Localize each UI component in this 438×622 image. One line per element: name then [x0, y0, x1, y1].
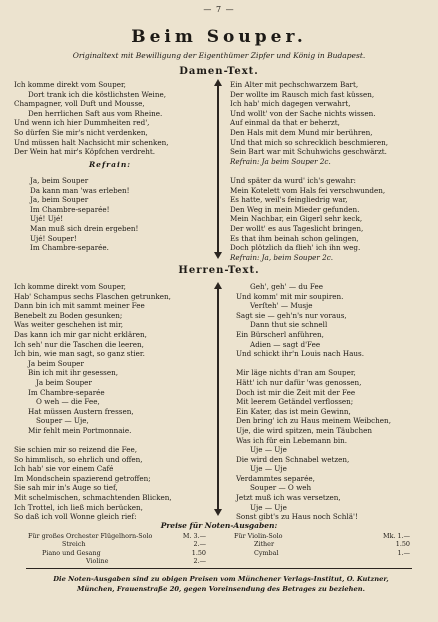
verse-line: Und that mich so schrecklich beschmieren, — [230, 137, 389, 147]
refrain-line: Souper — Uje, — [36, 416, 89, 426]
refrain-line: Hat müssen Austern fressen, — [28, 406, 134, 416]
verse-line: Doch ist mir die Zeit mit der Fee — [236, 387, 356, 397]
verse-line: Und wenn ich hier Dummheiten red', — [14, 118, 150, 128]
refrain-line: Geh', geh' — du Fee — [250, 282, 324, 291]
verse-line: Ich Trottel, ich ließ mich berücken, — [14, 502, 143, 512]
herren-heading: Herren-Text. — [178, 265, 260, 276]
price-row — [28, 532, 206, 540]
refrain-line: Im Chambre-separée! — [30, 204, 110, 214]
damen-left-verse — [14, 80, 169, 157]
price-label: Streich — [62, 540, 86, 549]
verse-line: Im Mondschein spazierend getroffen; — [14, 473, 151, 483]
price-value: 1.50 — [191, 548, 206, 557]
refrain-line: Im Chambre-separée. — [30, 243, 109, 253]
column-divider — [217, 288, 219, 510]
verse-line: Und müssen halt Nachsicht mir schenken, — [14, 137, 169, 147]
verse-line: Was ich für ein Lebemann bin. — [236, 435, 348, 445]
price-row — [234, 549, 410, 557]
refrain-line: Und komm' mit mir soupiren. — [236, 291, 344, 301]
price-row — [234, 540, 410, 548]
damen-right-verse — [230, 80, 388, 262]
price-row — [28, 557, 206, 565]
damen-refrain — [30, 176, 138, 253]
verse-line: Der Wein hat mir's Köpfchen verdreht. — [14, 147, 156, 157]
price-label: Zither — [254, 540, 275, 549]
verse-line: Uje, die wird spitzen, mein Täubchen — [236, 425, 372, 435]
herren-left-verse — [14, 282, 172, 522]
verse-line: Dann bin ich mit sammt meiner Fee — [14, 301, 145, 311]
verse-line: Und wollt' von der Sache nichts wissen. — [230, 108, 376, 118]
verse-line: Benebelt zu Boden gesunken; — [14, 310, 123, 320]
verse-line: Das kann ich mir gar nicht erklären, — [14, 329, 147, 339]
verse-line: Ein Kater, das ist mein Gewinn, — [236, 406, 351, 416]
verse-line: Mein Nachbar, ein Gigerl sehr keck, — [230, 214, 363, 224]
verse-line: Sie sah mir in's Auge so tief, — [14, 483, 118, 493]
refrain-line: Souper — O weh — [250, 483, 312, 493]
verse-line: Den bring' ich zu Haus meinem Weibchen, — [236, 416, 391, 426]
verse-line: Dort trank ich die köstlichsten Weine, — [28, 89, 167, 99]
blank-line — [236, 359, 391, 369]
verse-line: Ich komme direkt vom Souper, — [14, 80, 126, 89]
price-value: Mk. 1.— — [383, 532, 410, 540]
damen-heading: Damen-Text. — [179, 66, 259, 77]
price-value: 1.50 — [395, 540, 410, 549]
verse-line: Ich hab' mich dagegen verwahrt, — [230, 99, 351, 109]
price-value: 2.— — [193, 540, 206, 549]
verse-line: Es that ihm beinah schon gelingen, — [230, 233, 359, 243]
prices-left-list — [28, 532, 206, 566]
refrain-line: Ja beim Souper — [36, 377, 92, 387]
verse-line: Ein Alter mit pechschwarzem Bart, — [230, 80, 359, 89]
divider-arrow-down-icon — [214, 509, 222, 516]
refrain-line: Verſteh' — Musje — [250, 301, 313, 311]
verse-line: Ich seh' nur die Taschen die leeren, — [14, 339, 144, 349]
verse-line: Ich komme direkt vom Souper, — [14, 282, 126, 291]
page-number: — 7 — — [203, 5, 235, 14]
refrain-line: Bin ich mit ihr gesessen, — [28, 368, 119, 378]
refrain-line: Dann thut sie schnell — [250, 320, 328, 330]
refrain-line: Uje — Uje — [250, 445, 287, 455]
verse-line: Sie schien mir so reizend die Fee, — [14, 445, 138, 455]
refrain-line: Ja, beim Souper — [30, 176, 89, 185]
verse-line: Hätt' ich nur dafür 'was genossen, — [236, 377, 362, 387]
verse-line: Den Weg in mein Mieder gefunden. — [230, 204, 360, 214]
verse-line: Sein Bart war mit Schuhwichs geschwärzt. — [230, 147, 387, 157]
verse-line: Den herrlichen Saft aus vom Rheine. — [28, 108, 163, 118]
prices-heading: Preise für Noten-Ausgaben: — [160, 521, 278, 530]
price-value: 1.— — [397, 548, 410, 557]
refrain-line: Mir fehlt mein Portmonnaie. — [28, 425, 132, 435]
verse-line: Was weiter geschehen ist mir, — [14, 320, 124, 330]
verse-line: Der wollt' es aus Tageslicht bringen, — [230, 223, 364, 233]
page-title: Beim Souper. — [131, 27, 307, 47]
verse-line: Mit schelmischen, schmachtenden Blicken, — [14, 493, 172, 503]
verse-line: Doch plötzlich da flieh' ich ihn weg. — [230, 243, 361, 253]
verse-line: Der wollte im Rausch mich fast küssen, — [230, 89, 375, 99]
publisher-line: Die Noten-Ausgaben sind zu obigen Preisen vom Münchener Verlags-Institut, O. Kutzner, — [53, 575, 389, 583]
publisher-note — [26, 574, 416, 594]
price-row — [234, 532, 410, 540]
refrain-line: Sonst gibt's zu Haus noch Schlä'! — [236, 512, 358, 522]
price-label: Für großes Orchester Flügelhorn-Solo — [28, 532, 153, 540]
refrain-line: Da kann man 'was erleben! — [30, 185, 130, 195]
verse-line: Champagner, voll Duft und Mousse, — [14, 99, 145, 109]
refrain-line: Im Chambre-separée — [28, 387, 105, 397]
refrain-line: Adien — sagt d'Fee — [250, 339, 321, 349]
verse-line: Es hatte, weil's feingliedrig war, — [230, 195, 348, 205]
herren-right-verse — [236, 282, 391, 522]
price-label: Für Violin-Solo — [234, 532, 283, 540]
verse-line: Den Hals mit dem Mund mir berühren, — [230, 127, 373, 137]
refrain-heading: Refrain: — [88, 160, 132, 169]
verse-line: Auf einmal da that er beherzt, — [230, 118, 340, 128]
refrain-line: Und schickt ihr'n Louis nach Haus. — [236, 349, 365, 359]
refrain-line: Verdammtes separée, — [236, 473, 315, 483]
price-label: Cymbal — [254, 548, 279, 557]
column-divider — [217, 85, 219, 253]
price-row — [28, 540, 206, 548]
refrain-line: Ja beim Souper — [28, 358, 84, 368]
verse-line: Mir läge nichts d'ran am Souper, — [236, 368, 356, 378]
footer-rule — [26, 568, 412, 569]
refrain-line: Jetzt muß ich was versetzen, — [236, 493, 341, 503]
refrain-line: Ujé! Souper! — [30, 233, 77, 243]
refrain-line: Uje — Uje — [250, 464, 287, 474]
verse-line: Mit leerem Getändel verflossen; — [236, 397, 354, 407]
verse-line: Ich bin, wie man sagt, so ganz stier. — [14, 349, 145, 359]
refrain-line: Sagt sie — geh'n's nur voraus, — [236, 310, 347, 320]
price-value: 2.— — [193, 557, 206, 566]
refrain-line: Die wird den Schnabel wetzen, — [236, 454, 350, 464]
refrain-line: Uje — Uje — [250, 502, 287, 512]
refrain-line: Ja, beim Souper — [30, 195, 89, 205]
verse-line: So dürfen Sie mir's nicht verdenken, — [14, 127, 148, 137]
refrain-line: Ein Bürscherl anführen, — [236, 329, 324, 339]
verse-line: Und später da wurd' ich's gewahr: — [230, 175, 356, 185]
verse-line: Mein Kotelett vom Hals fei verschwunden, — [230, 185, 386, 195]
refrain-line: Man muß sich drein ergeben! — [30, 223, 139, 233]
refrain-ref: Refrain: Ja, beim Souper 2c. — [230, 252, 334, 262]
publisher-line: München, Frauenstraße 20, gegen Voreinsendung des Betrages zu beziehen. — [77, 585, 365, 593]
blank-line — [230, 166, 388, 176]
refrain-line: O weh — die Fee, — [36, 397, 100, 407]
price-value: M. 3.— — [182, 532, 206, 540]
verse-line: Hab' Schampus sechs Flaschen getrunken, — [14, 291, 171, 301]
subtitle: Originaltext mit Bewilligung der Eigenthümer Zipfer und König in Budapest. — [72, 51, 366, 60]
verse-line: Ich hab' sie vor einem Café — [14, 464, 114, 474]
verse-line: So himmlisch, so ehrlich und offen, — [14, 454, 143, 464]
price-label: Piano und Gesang — [42, 548, 101, 557]
refrain-line: Ujé! Ujé! — [30, 214, 64, 224]
refrain-ref: Refrain: Ja beim Souper 2c. — [230, 156, 331, 166]
verse-line: So daß ich voll Wonne gleich rief: — [14, 512, 137, 522]
price-row — [28, 549, 206, 557]
prices-right-list — [234, 532, 410, 557]
divider-arrow-down-icon — [214, 252, 222, 259]
blank-line — [14, 436, 172, 446]
price-label: Violine — [86, 557, 109, 566]
